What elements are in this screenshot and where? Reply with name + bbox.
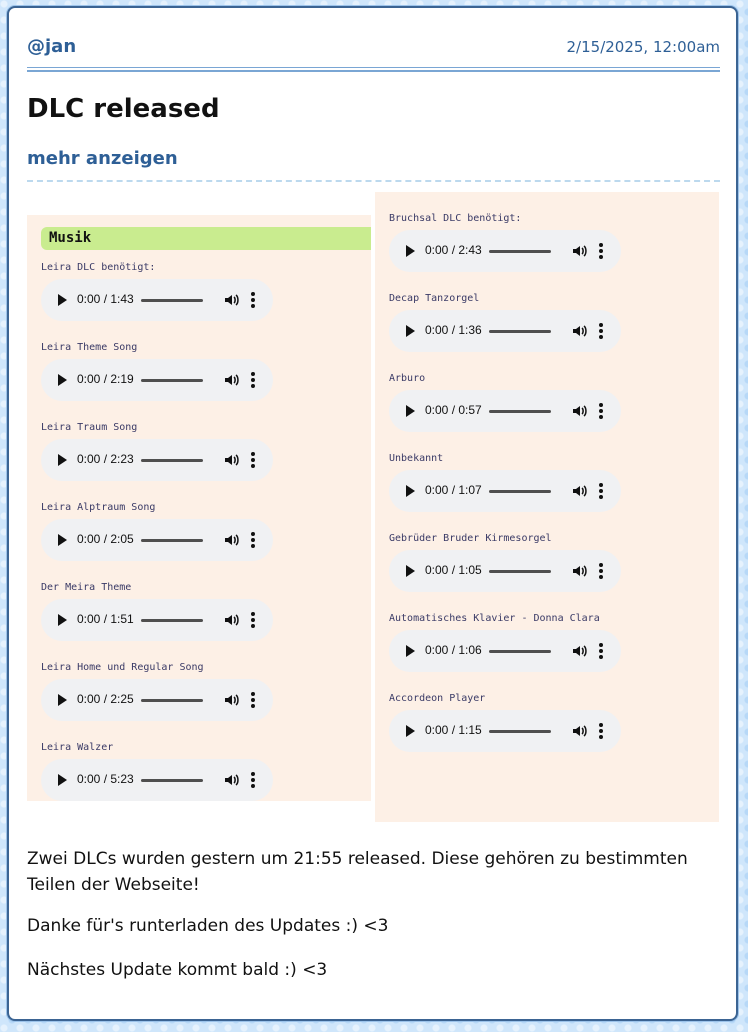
audio-track: [41, 421, 361, 481]
track-label: Decap Tanzorgel: [389, 293, 480, 304]
volume-icon[interactable]: [223, 771, 241, 789]
time-display: 0:00 / 1:51: [77, 612, 134, 626]
track-label: Unbekannt: [389, 453, 444, 464]
body-paragraph-3: Nächstes Update kommt bald :) <3: [27, 960, 328, 980]
volume-icon[interactable]: [571, 642, 589, 660]
more-options-icon[interactable]: [598, 403, 604, 419]
post-card: [7, 6, 738, 1021]
track-label: Leira Home und Regular Song: [41, 662, 204, 673]
more-options-icon[interactable]: [250, 292, 256, 308]
audio-player[interactable]: [41, 759, 273, 801]
time-display: 0:00 / 2:43: [425, 243, 482, 257]
time-display: 0:00 / 2:05: [77, 532, 134, 546]
play-icon[interactable]: [406, 245, 415, 257]
audio-track: [389, 452, 709, 512]
audio-track: [389, 692, 709, 752]
seek-bar[interactable]: [489, 650, 551, 653]
volume-icon[interactable]: [571, 722, 589, 740]
audio-player[interactable]: [41, 519, 273, 561]
play-icon[interactable]: [58, 294, 67, 306]
time-display: 0:00 / 1:07: [425, 483, 482, 497]
author-link[interactable]: @jan: [27, 36, 77, 57]
time-display: 0:00 / 1:05: [425, 563, 482, 577]
track-label: Bruchsal DLC benötigt:: [389, 213, 522, 224]
volume-icon[interactable]: [571, 562, 589, 580]
audio-track: [41, 261, 361, 321]
audio-player[interactable]: [389, 630, 621, 672]
more-options-icon[interactable]: [250, 452, 256, 468]
track-label: Leira DLC benötigt:: [41, 262, 156, 273]
body-paragraph-1: Zwei DLCs wurden gestern um 21:55 released. Diese gehören zu bestimmten Teilen der Webseite!: [27, 849, 688, 895]
more-options-icon[interactable]: [250, 612, 256, 628]
audio-player[interactable]: [389, 230, 621, 272]
audio-track: [41, 741, 361, 801]
time-display: 0:00 / 0:57: [425, 403, 482, 417]
audio-track: [389, 212, 709, 272]
seek-bar[interactable]: [489, 410, 551, 413]
play-icon[interactable]: [406, 325, 415, 337]
seek-bar[interactable]: [489, 570, 551, 573]
play-icon[interactable]: [406, 565, 415, 577]
track-label: Gebrüder Bruder Kirmesorgel: [389, 533, 552, 544]
track-label: Leira Theme Song: [41, 342, 138, 353]
seek-bar[interactable]: [141, 379, 203, 382]
audio-player[interactable]: [389, 470, 621, 512]
audio-track: [389, 532, 709, 592]
audio-player[interactable]: [389, 710, 621, 752]
track-label: Automatisches Klavier - Donna Clara: [389, 613, 600, 624]
more-options-icon[interactable]: [598, 723, 604, 739]
time-display: 0:00 / 2:23: [77, 452, 134, 466]
audio-track: [41, 581, 361, 641]
play-icon[interactable]: [58, 614, 67, 626]
audio-player[interactable]: [389, 550, 621, 592]
audio-player[interactable]: [41, 439, 273, 481]
volume-icon[interactable]: [571, 242, 589, 260]
seek-bar[interactable]: [489, 490, 551, 493]
seek-bar[interactable]: [141, 619, 203, 622]
play-icon[interactable]: [58, 454, 67, 466]
seek-bar[interactable]: [141, 459, 203, 462]
track-label: Der Meira Theme: [41, 582, 132, 593]
more-options-icon[interactable]: [250, 532, 256, 548]
header-divider: [27, 67, 720, 68]
time-display: 0:00 / 5:23: [77, 772, 134, 786]
more-options-icon[interactable]: [250, 772, 256, 788]
audio-track: [41, 341, 361, 401]
audio-player[interactable]: [41, 279, 273, 321]
audio-player[interactable]: [41, 599, 273, 641]
more-options-icon[interactable]: [598, 483, 604, 499]
time-display: 0:00 / 1:06: [425, 643, 482, 657]
volume-icon[interactable]: [571, 322, 589, 340]
volume-icon[interactable]: [223, 451, 241, 469]
volume-icon[interactable]: [223, 371, 241, 389]
play-icon[interactable]: [58, 774, 67, 786]
post-title: DLC released: [27, 94, 220, 124]
track-label: Arburo: [389, 373, 426, 384]
audio-track: [389, 612, 709, 672]
audio-player[interactable]: [41, 679, 273, 721]
time-display: 0:00 / 1:36: [425, 323, 482, 337]
play-icon[interactable]: [406, 725, 415, 737]
music-panel-right: [375, 192, 719, 822]
play-icon[interactable]: [58, 694, 67, 706]
audio-track: [41, 661, 361, 721]
seek-bar[interactable]: [141, 779, 203, 782]
music-heading: Musik: [41, 227, 371, 250]
post-header: [27, 36, 720, 64]
volume-icon[interactable]: [223, 291, 241, 309]
time-display: 0:00 / 2:19: [77, 372, 134, 386]
audio-player[interactable]: [389, 310, 621, 352]
seek-bar[interactable]: [141, 699, 203, 702]
seek-bar[interactable]: [141, 299, 203, 302]
audio-track: [389, 292, 709, 352]
more-options-icon[interactable]: [598, 643, 604, 659]
track-label: Leira Walzer: [41, 742, 114, 753]
post-date: 2/15/2025, 12:00am: [566, 38, 720, 56]
time-display: 0:00 / 1:43: [77, 292, 134, 306]
volume-icon[interactable]: [571, 402, 589, 420]
time-display: 0:00 / 1:15: [425, 723, 482, 737]
dashed-divider: [27, 180, 720, 182]
music-panel-left: [27, 215, 371, 801]
header-divider-2: [27, 70, 720, 72]
play-icon[interactable]: [406, 405, 415, 417]
audio-player[interactable]: [41, 359, 273, 401]
more-options-icon[interactable]: [250, 372, 256, 388]
more-options-icon[interactable]: [598, 323, 604, 339]
play-icon[interactable]: [406, 645, 415, 657]
play-icon[interactable]: [406, 485, 415, 497]
audio-player[interactable]: [389, 390, 621, 432]
seek-bar[interactable]: [489, 730, 551, 733]
audio-track: [389, 372, 709, 432]
volume-icon[interactable]: [571, 482, 589, 500]
time-display: 0:00 / 2:25: [77, 692, 134, 706]
more-options-icon[interactable]: [598, 243, 604, 259]
track-label: Leira Traum Song: [41, 422, 138, 433]
seek-bar[interactable]: [489, 330, 551, 333]
track-label: Leira Alptraum Song: [41, 502, 156, 513]
track-label: Accordeon Player: [389, 693, 486, 704]
audio-track: [41, 501, 361, 561]
more-options-icon[interactable]: [250, 692, 256, 708]
seek-bar[interactable]: [489, 250, 551, 253]
show-more-link[interactable]: mehr anzeigen: [27, 148, 178, 169]
seek-bar[interactable]: [141, 539, 203, 542]
play-icon[interactable]: [58, 374, 67, 386]
play-icon[interactable]: [58, 534, 67, 546]
volume-icon[interactable]: [223, 691, 241, 709]
volume-icon[interactable]: [223, 531, 241, 549]
volume-icon[interactable]: [223, 611, 241, 629]
body-paragraph-2: Danke für's runterladen des Updates :) <3: [27, 916, 389, 936]
more-options-icon[interactable]: [598, 563, 604, 579]
